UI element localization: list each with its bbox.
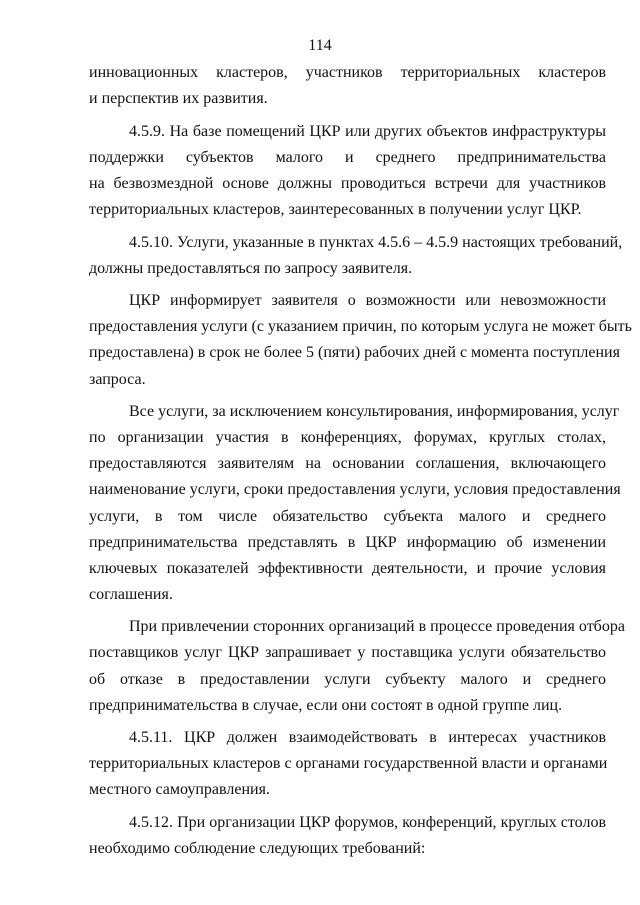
text-line: 4.5.9. На базе помещений ЦКР или других объектов инфраструктуры [129, 122, 606, 140]
text-line: 4.5.11. ЦКР должен взаимодействовать в интересах участников [129, 729, 606, 747]
paragraph-third-party [89, 614, 625, 718]
paragraph-4-5-10 [89, 230, 623, 282]
text-line: предоставляются заявителям на основании соглашения, включающего [89, 455, 606, 473]
text-line: поддержки субъектов малого и среднего предпринимательства [89, 148, 606, 166]
text-line: ключевых показателей эффективности деятельности, и прочие условия [89, 559, 606, 577]
paragraph-4-5-11 [89, 725, 606, 803]
text-line: необходимо соблюдение следующих требований: [89, 840, 426, 858]
text-line: предоставления услуги (с указанием причин, по которым услуга не может быть [89, 318, 632, 336]
paragraph-ckr-informs [89, 288, 632, 392]
paragraph-4-5-9 [89, 119, 606, 223]
text-line: поставщиков услуг ЦКР запрашивает у поставщика услуги обязательство [89, 644, 606, 662]
text-line: предпринимательства в случае, если они состоят в одной группе лиц. [89, 696, 563, 714]
page-number: 114 [308, 37, 332, 54]
text-line: наименование услуги, сроки предоставления услуги, условия предоставления [89, 481, 621, 499]
text-line: должны предоставляться по запросу заявителя. [89, 259, 413, 277]
text-line: запроса. [89, 370, 146, 388]
document-body [89, 60, 632, 862]
text-line: ЦКР информирует заявителя о возможности или невозможности [129, 292, 606, 310]
text-line: и перспектив их развития. [89, 90, 268, 108]
text-line: 4.5.12. При организации ЦКР форумов, конференций, круглых столов [129, 814, 606, 832]
paragraph-4-5-12 [89, 810, 606, 862]
text-line: об отказе в предоставлении услуги субъекту малого и среднего [89, 670, 606, 688]
text-line: инновационных кластеров, участников территориальных кластеров [89, 64, 606, 81]
text-line: по организации участия в конференциях, форумах, круглых столах, [89, 429, 606, 447]
paragraph-all-services [89, 399, 621, 608]
text-line: предоставлена) в срок не более 5 (пяти) рабочих дней с момента поступления [89, 344, 620, 362]
text-line: соглашения. [89, 585, 173, 603]
text-line: местного самоуправления. [89, 781, 270, 799]
text-line: услуги, в том числе обязательство субъекта малого и среднего [89, 507, 606, 525]
text-line: территориальных кластеров, заинтересованных в получении услуг ЦКР. [89, 200, 582, 218]
text-line: При привлечении сторонних организаций в процессе проведения отбора [129, 618, 625, 636]
text-line: Все услуги, за исключением консультирования, информирования, услуг [129, 403, 620, 421]
paragraph-continuation [89, 60, 606, 112]
text-line: предпринимательства представлять в ЦКР информацию об изменении [89, 533, 606, 551]
text-line: территориальных кластеров с органами государственной власти и органами [89, 755, 608, 773]
text-line: на безвозмездной основе должны проводиться встречи для участников [89, 174, 606, 192]
text-line: 4.5.10. Услуги, указанные в пунктах 4.5.6 – 4.5.9 настоящих требований, [129, 233, 623, 251]
